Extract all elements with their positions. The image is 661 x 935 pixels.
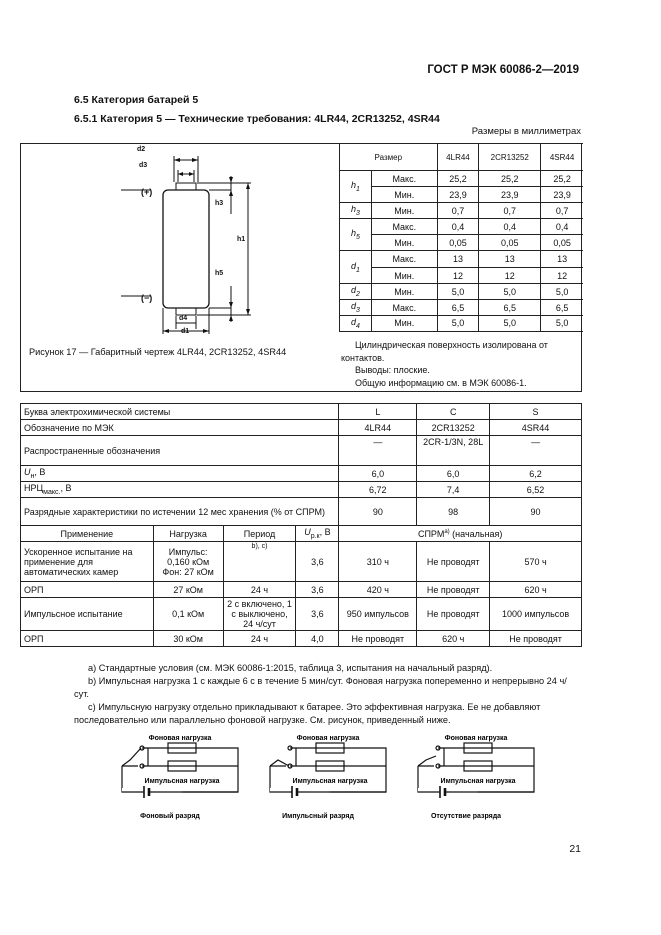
info-value: S — [490, 404, 582, 420]
test-value: Не проводят — [417, 582, 490, 598]
minus-terminal-label: (−) — [141, 293, 153, 303]
info-value: 4SR44 — [490, 420, 582, 436]
dim-limit: Мин. — [372, 203, 438, 219]
test-header: $U_{р.к}$, В — [296, 526, 339, 542]
dim-row — [340, 251, 584, 268]
test-row — [21, 598, 582, 631]
info-row — [21, 466, 582, 482]
d3-label: d3 — [139, 162, 148, 169]
dim-value: 5,0 — [437, 316, 479, 332]
test-value: 620 ч — [490, 582, 582, 598]
d4-label: d4 — [179, 315, 188, 322]
main-table — [20, 403, 582, 647]
h3-label: h3 — [215, 200, 224, 207]
dim-header: 4LR44 — [437, 144, 479, 171]
info-value: 6,0 — [417, 466, 490, 482]
dim-row — [340, 203, 584, 219]
h5-label: h5 — [215, 270, 224, 277]
test-value: 24 ч — [223, 631, 296, 647]
test-value: Не проводят — [339, 631, 417, 647]
figure-notes — [341, 339, 581, 389]
info-value: 2CR13252 — [417, 420, 490, 436]
info-row — [21, 436, 582, 466]
dim-value: 5,0 — [437, 284, 479, 300]
dim-value: 0,05 — [541, 235, 583, 251]
section-title: 6.5 Категория батарей 5 — [74, 94, 199, 106]
section-subtitle: 6.5.1 Категория 5 — Технические требования: 4LR44, 2CR13252, 4SR44 — [74, 113, 440, 125]
test-value: 3,6 — [296, 582, 339, 598]
dim-value: 13 — [479, 251, 541, 268]
circuit-diagram — [110, 730, 250, 825]
test-value: 420 ч — [339, 582, 417, 598]
dim-value: 6,5 — [479, 300, 541, 316]
test-header: Период — [223, 526, 296, 542]
dim-limit: Макс. — [372, 251, 438, 268]
dim-value: 23,9 — [437, 187, 479, 203]
dim-value: 12 — [541, 268, 583, 284]
dim-value: 0,7 — [479, 203, 541, 219]
test-value: 620 ч — [417, 631, 490, 647]
test-header-row — [21, 526, 582, 542]
info-value: 7,4 — [417, 482, 490, 498]
test-value: 2 с включено, 1 с выключено, 24 ч/сут — [223, 598, 296, 631]
dim-symbol: $d_3$ — [340, 300, 372, 316]
h1-label: h1 — [237, 236, 246, 243]
info-label: $U_н$, В — [21, 466, 339, 482]
test-application: Ускоренное испытание на применение для автоматических камер — [21, 542, 154, 582]
dim-symbol: $h_1$ — [340, 171, 372, 203]
dim-symbol: $d_2$ — [340, 284, 372, 300]
dim-value: 5,0 — [479, 316, 541, 332]
test-value: 3,6 — [296, 598, 339, 631]
dim-value: 0,4 — [541, 219, 583, 235]
battery-drawing — [111, 146, 281, 334]
dim-value: 13 — [437, 251, 479, 268]
figure-frame — [20, 143, 582, 392]
info-value: 90 — [339, 498, 417, 526]
dim-value: 25,2 — [437, 171, 479, 187]
units-note: Размеры в миллиметрах — [471, 126, 581, 137]
test-value: 27 кОм — [153, 582, 223, 598]
info-value: C — [417, 404, 490, 420]
dim-row — [340, 187, 584, 203]
dim-value: 0,4 — [437, 219, 479, 235]
info-value: — — [339, 436, 417, 466]
dim-row — [340, 316, 584, 332]
test-row — [21, 542, 582, 582]
d2-label: d2 — [137, 146, 146, 153]
test-header: СПРМ$^{a)}$ (начальная) — [339, 526, 582, 542]
test-header: Нагрузка — [153, 526, 223, 542]
footnote-b: b) Импульсная нагрузка 1 с каждые 6 с в течение 5 мин/сут. Фоновая нагрузка попеременно и непрерывно 24 ч/сут. — [74, 676, 567, 699]
info-value: 4LR44 — [339, 420, 417, 436]
page-number: 21 — [569, 843, 581, 855]
dim-value: 6,5 — [541, 300, 583, 316]
discharge-mode-label: Фоновый разряд — [140, 813, 200, 820]
info-value: 6,0 — [339, 466, 417, 482]
test-row — [21, 631, 582, 647]
info-row — [21, 482, 582, 498]
dim-value: 25,2 — [541, 171, 583, 187]
background-load-label: Фоновая нагрузка — [148, 735, 212, 742]
footnote-a: a) Стандартные условия (см. МЭК 60086-1:2015, таблица 3, испытания на начальный разряд). — [88, 663, 493, 673]
info-label: $НРЦ_{макс.}$, В — [21, 482, 339, 498]
dim-row — [340, 284, 584, 300]
info-label: Разрядные характеристики по истечении 12 мес хранения (% от СПРМ) — [21, 498, 339, 526]
info-value: 6,72 — [339, 482, 417, 498]
discharge-mode-label: Импульсный разряд — [282, 813, 354, 820]
test-value: 310 ч — [339, 542, 417, 582]
dim-value: 0,05 — [479, 235, 541, 251]
dim-limit: Макс. — [372, 300, 438, 316]
test-application: ОРП — [21, 582, 154, 598]
pulse-load-label: Импульсная нагрузка — [440, 778, 516, 785]
test-value: Не проводят — [490, 631, 582, 647]
dim-row — [340, 300, 584, 316]
test-application: Импульсное испытание — [21, 598, 154, 631]
dim-limit: Макс. — [372, 219, 438, 235]
standard-header: ГОСТ Р МЭК 60086-2—2019 — [427, 64, 579, 76]
dim-value: 23,9 — [541, 187, 583, 203]
dim-symbol: $d_4$ — [340, 316, 372, 332]
test-value: 30 кОм — [153, 631, 223, 647]
dim-value: 0,7 — [541, 203, 583, 219]
test-application: ОРП — [21, 631, 154, 647]
test-value: 4,0 — [296, 631, 339, 647]
dim-value: 0,4 — [479, 219, 541, 235]
dim-row — [340, 268, 584, 284]
dim-symbol: $d_1$ — [340, 251, 372, 284]
test-header: Применение — [21, 526, 154, 542]
dim-value: 5,0 — [479, 284, 541, 300]
discharge-mode-label: Отсутствие разряда — [430, 813, 502, 820]
test-value: 1000 импульсов — [490, 598, 582, 631]
dim-symbol: $h_5$ — [340, 219, 372, 251]
dim-limit: Мин. — [372, 187, 438, 203]
dim-value: 0,7 — [437, 203, 479, 219]
fig-note: Цилиндрическая поверхность изолирована от контактов. — [341, 340, 548, 363]
info-label: Буква электрохимической системы — [21, 404, 339, 420]
dim-value: 12 — [437, 268, 479, 284]
dim-symbol: $h_3$ — [340, 203, 372, 219]
test-value: 24 ч — [223, 582, 296, 598]
fig-note: Выводы: плоские. — [355, 365, 430, 375]
test-value: 570 ч — [490, 542, 582, 582]
test-value: 3,6 — [296, 542, 339, 582]
dim-limit: Макс. — [372, 171, 438, 187]
dim-value: 0,05 — [437, 235, 479, 251]
info-row — [21, 498, 582, 526]
dim-limit: Мин. — [372, 268, 438, 284]
pulse-load-label: Импульсная нагрузка — [292, 778, 368, 785]
figure-caption: Рисунок 17 — Габаритный чертеж 4LR44, 2CR13252, 4SR44 — [29, 347, 287, 357]
footnotes — [74, 662, 580, 727]
dim-value: 12 — [479, 268, 541, 284]
test-value: Импульс: 0,160 кОм Фон: 27 кОм — [153, 542, 223, 582]
dim-row — [340, 219, 584, 235]
info-value: 6,52 — [490, 482, 582, 498]
dim-value: 6,5 — [437, 300, 479, 316]
dim-value: 25,2 — [479, 171, 541, 187]
test-row — [21, 582, 582, 598]
dim-limit: Мин. — [372, 284, 438, 300]
footnote-c: c) Импульсную нагрузку отдельно прикладывают к батарее. Это эффективная нагрузка. Ее не добавляют последовательно или параллельно фоновой нагрузке. См. рисунок, приведенный ниже. — [74, 702, 541, 725]
info-value: 6,2 — [490, 466, 582, 482]
circuit-diagram — [406, 730, 546, 825]
info-value: 2CR-1/3N, 28L — [417, 436, 490, 466]
pulse-load-label: Импульсная нагрузка — [144, 778, 220, 785]
fig-note: Общую информацию см. в МЭК 60086-1. — [355, 377, 527, 388]
info-label: Обозначение по МЭК — [21, 420, 339, 436]
test-value: b), c) — [223, 542, 296, 582]
dim-row — [340, 171, 584, 187]
info-value: 90 — [490, 498, 582, 526]
dimension-table — [339, 143, 583, 332]
info-value: L — [339, 404, 417, 420]
dim-header: Размер — [340, 144, 438, 171]
info-row — [21, 404, 582, 420]
dim-limit: Мин. — [372, 316, 438, 332]
background-load-label: Фоновая нагрузка — [444, 735, 508, 742]
background-load-label: Фоновая нагрузка — [296, 735, 360, 742]
dim-header: 4SR44 — [541, 144, 583, 171]
dim-row — [340, 235, 584, 251]
info-row — [21, 420, 582, 436]
info-label: Распространенные обозначения — [21, 436, 339, 466]
dim-value: 23,9 — [479, 187, 541, 203]
test-value: Не проводят — [417, 542, 490, 582]
dim-value: 5,0 — [541, 284, 583, 300]
plus-terminal-label: (+) — [141, 187, 153, 197]
test-value: 0,1 кОм — [153, 598, 223, 631]
dim-limit: Мин. — [372, 235, 438, 251]
dim-value: 13 — [541, 251, 583, 268]
dim-header: 2CR13252 — [479, 144, 541, 171]
circuit-diagram — [258, 730, 398, 825]
test-value: Не проводят — [417, 598, 490, 631]
info-value: 98 — [417, 498, 490, 526]
test-value: 950 импульсов — [339, 598, 417, 631]
info-value: — — [490, 436, 582, 466]
circuit-diagrams — [110, 730, 550, 825]
dim-value: 5,0 — [541, 316, 583, 332]
d1-label: d1 — [181, 328, 190, 335]
